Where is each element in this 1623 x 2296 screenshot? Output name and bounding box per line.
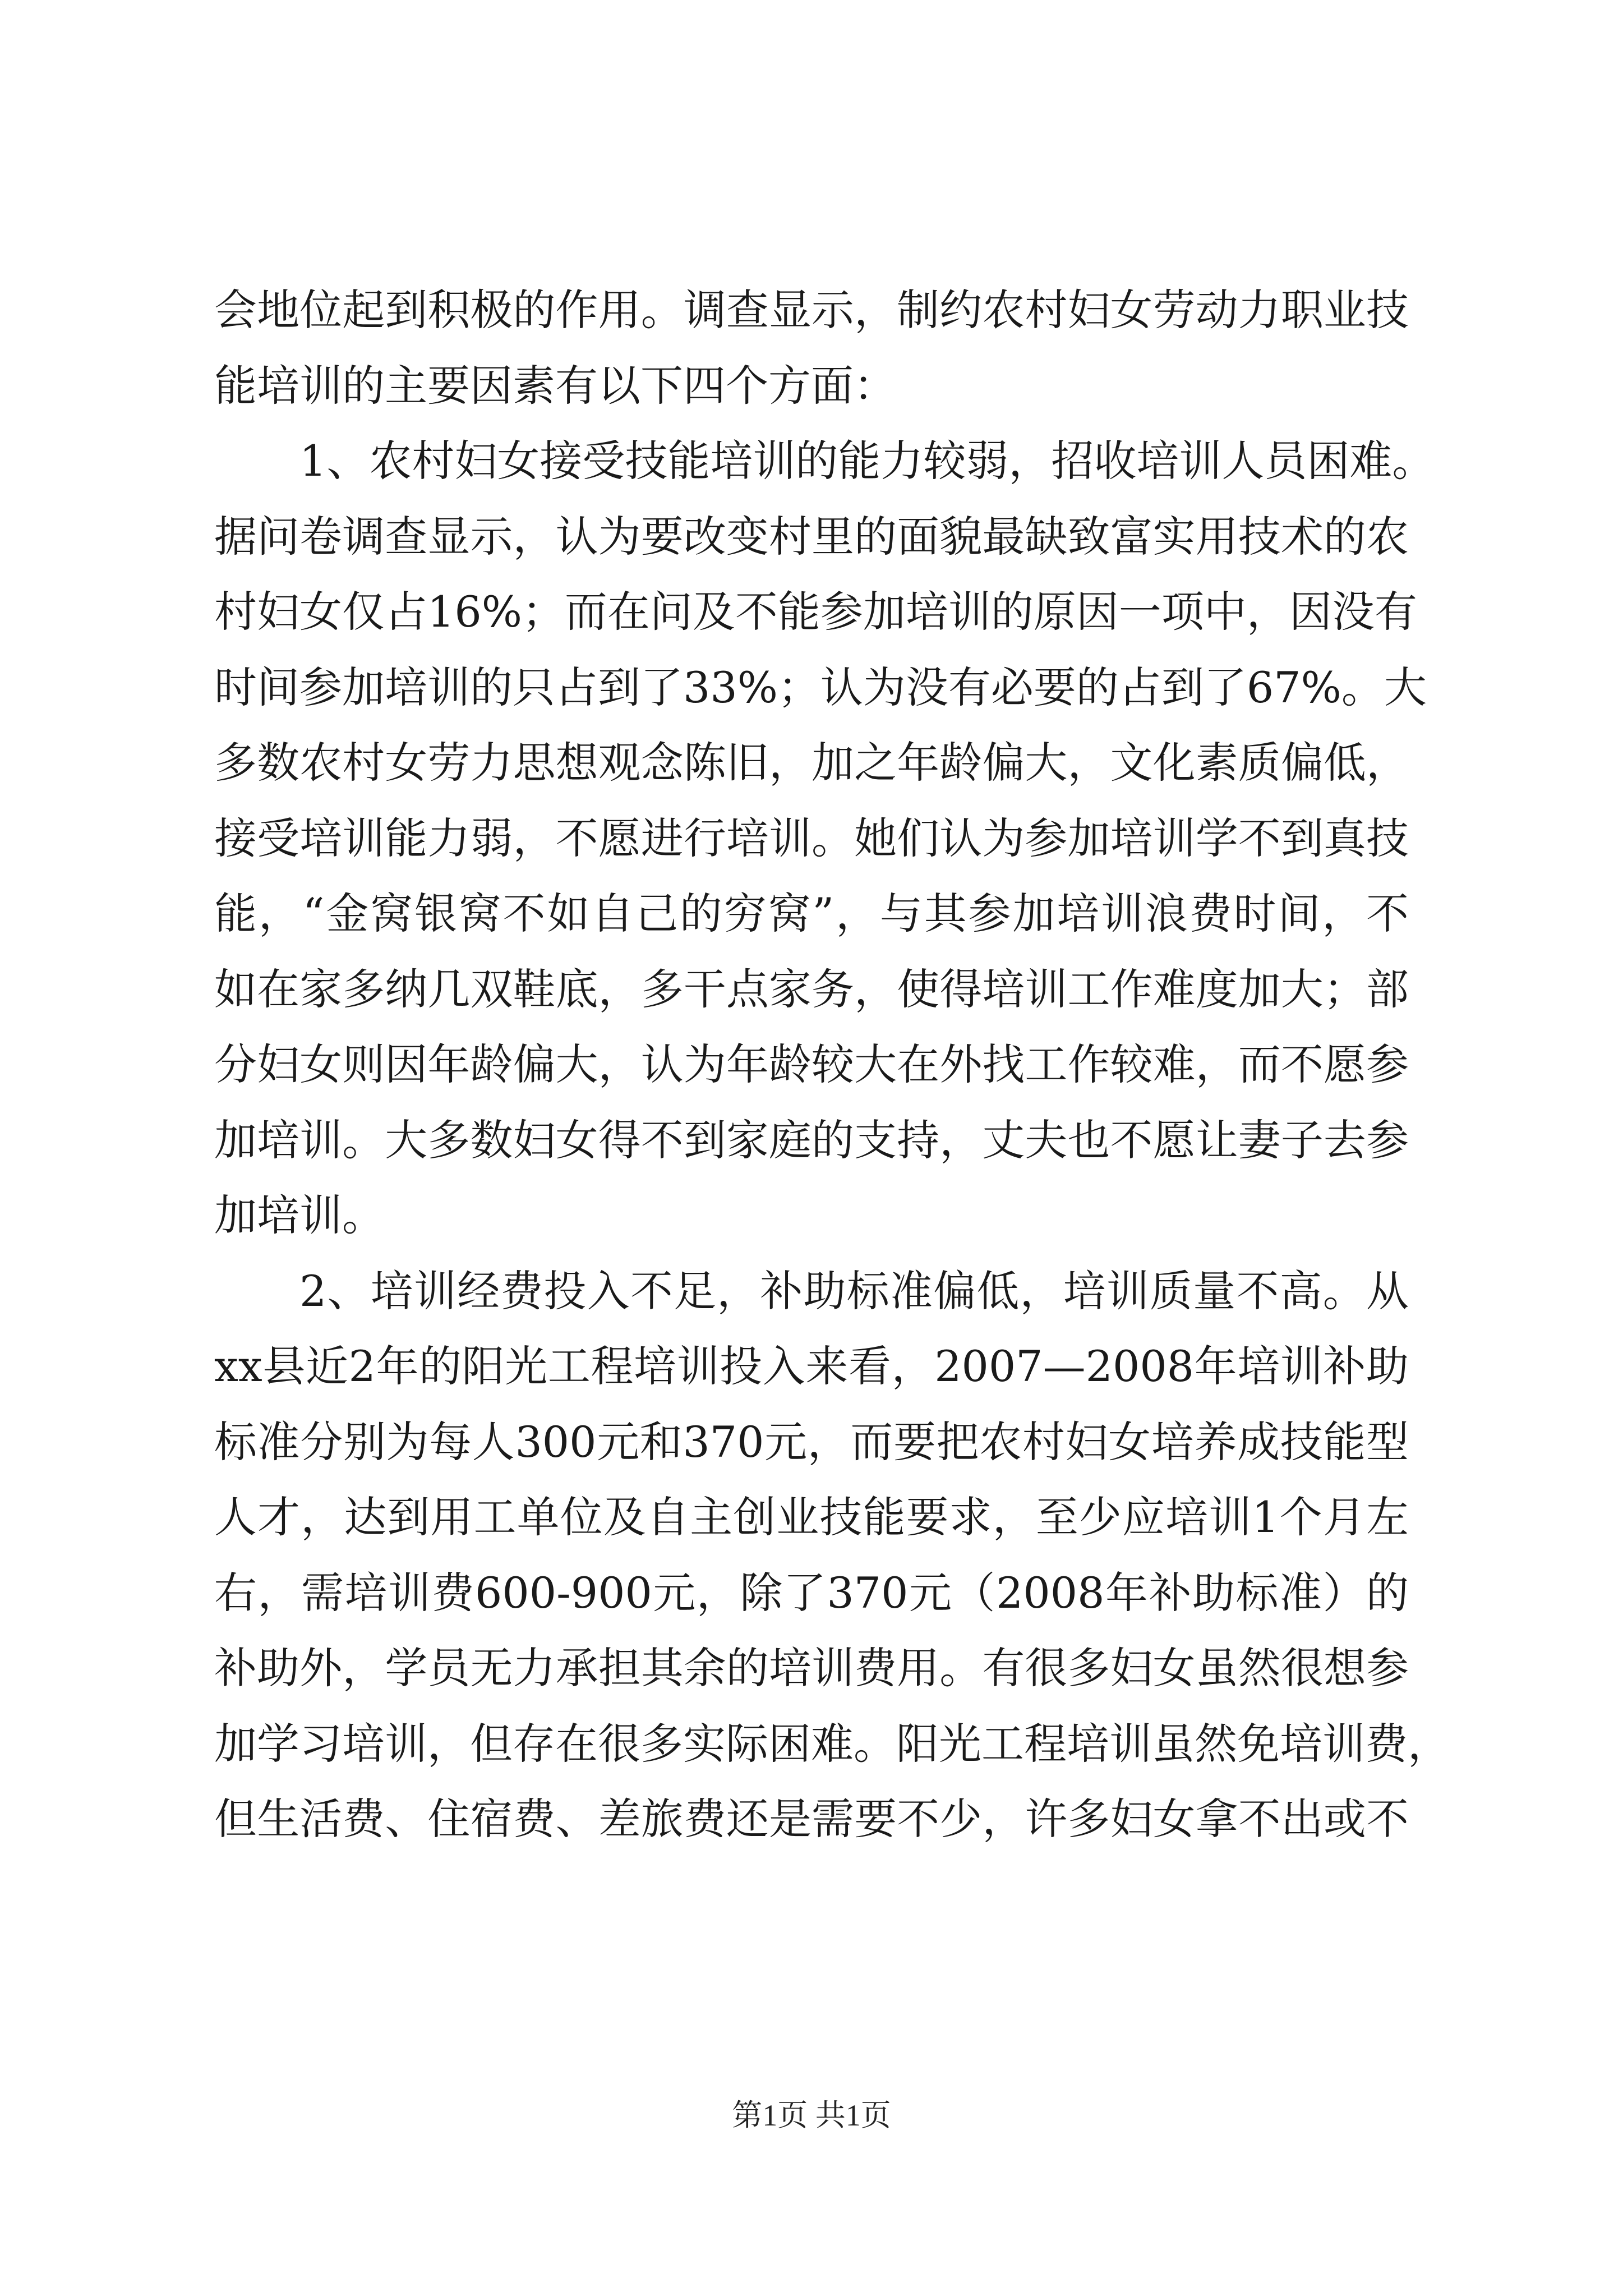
text-line: 如在家多纳几双鞋底，多干点家务，使得培训工作难度加大；部 xyxy=(214,964,1409,1014)
text-line: 加学习培训，但存在很多实际困难。阳光工程培训虽然免培训费， xyxy=(214,1718,1450,1769)
body-text xyxy=(214,273,1450,1857)
page-footer xyxy=(0,2091,1623,2134)
text-line: 加培训。 xyxy=(214,1190,385,1240)
text-line: 1、农村妇女接受技能培训的能力较弱，招收培训人员困难。 xyxy=(299,436,1435,486)
text-line: 接受培训能力弱，不愿进行培训。她们认为参加培训学不到真技 xyxy=(214,813,1409,863)
text-line: 但生活费、住宿费、差旅费还是需要不少，许多妇女拿不出或不 xyxy=(214,1794,1409,1844)
text-line: 分妇女则因年龄偏大，认为年龄较大在外找工作较难，而不愿参 xyxy=(214,1039,1409,1089)
text-line: 加培训。大多数妇女得不到家庭的支持，丈夫也不愿让妻子去参 xyxy=(214,1115,1409,1165)
text-line: 标准分别为每人300元和370元，而要把农村妇女培养成技能型 xyxy=(214,1416,1409,1467)
text-line: 能，“金窝银窝不如自己的穷窝”，与其参加培训浪费时间，不 xyxy=(214,889,1409,938)
text-line: 多数农村女劳力思想观念陈旧，加之年龄偏大，文化素质偏低， xyxy=(214,738,1409,788)
page-number-label: 第1页 共1页 xyxy=(732,2099,891,2132)
text-line: 补助外，学员无力承担其余的培训费用。有很多妇女虽然很想参 xyxy=(214,1643,1409,1693)
text-line: 能培训的主要因素有以下四个方面： xyxy=(214,360,896,411)
text-line: 村妇女仅占16%；而在问及不能参加培训的原因一项中，因没有 xyxy=(214,587,1417,637)
text-line: 右，需培训费600-900元，除了370元（2008年补助标准）的 xyxy=(214,1567,1409,1618)
text-line: 会地位起到积极的作用。调查显示，制约农村妇女劳动力职业技 xyxy=(214,285,1409,335)
text-line: xx县近2年的阳光工程培训投入来看，2007—2008年培训补助 xyxy=(214,1341,1409,1391)
text-line: 时间参加培训的只占到了33%；认为没有必要的占到了67%。大 xyxy=(214,662,1427,712)
text-line: 2、培训经费投入不足，补助标准偏低，培训质量不高。从 xyxy=(299,1266,1409,1316)
text-line: 人才，达到用工单位及自主创业技能要求，至少应培训1个月左 xyxy=(214,1492,1409,1542)
text-line: 据问卷调查显示，认为要改变村里的面貌最缺致富实用技术的农 xyxy=(214,511,1409,562)
